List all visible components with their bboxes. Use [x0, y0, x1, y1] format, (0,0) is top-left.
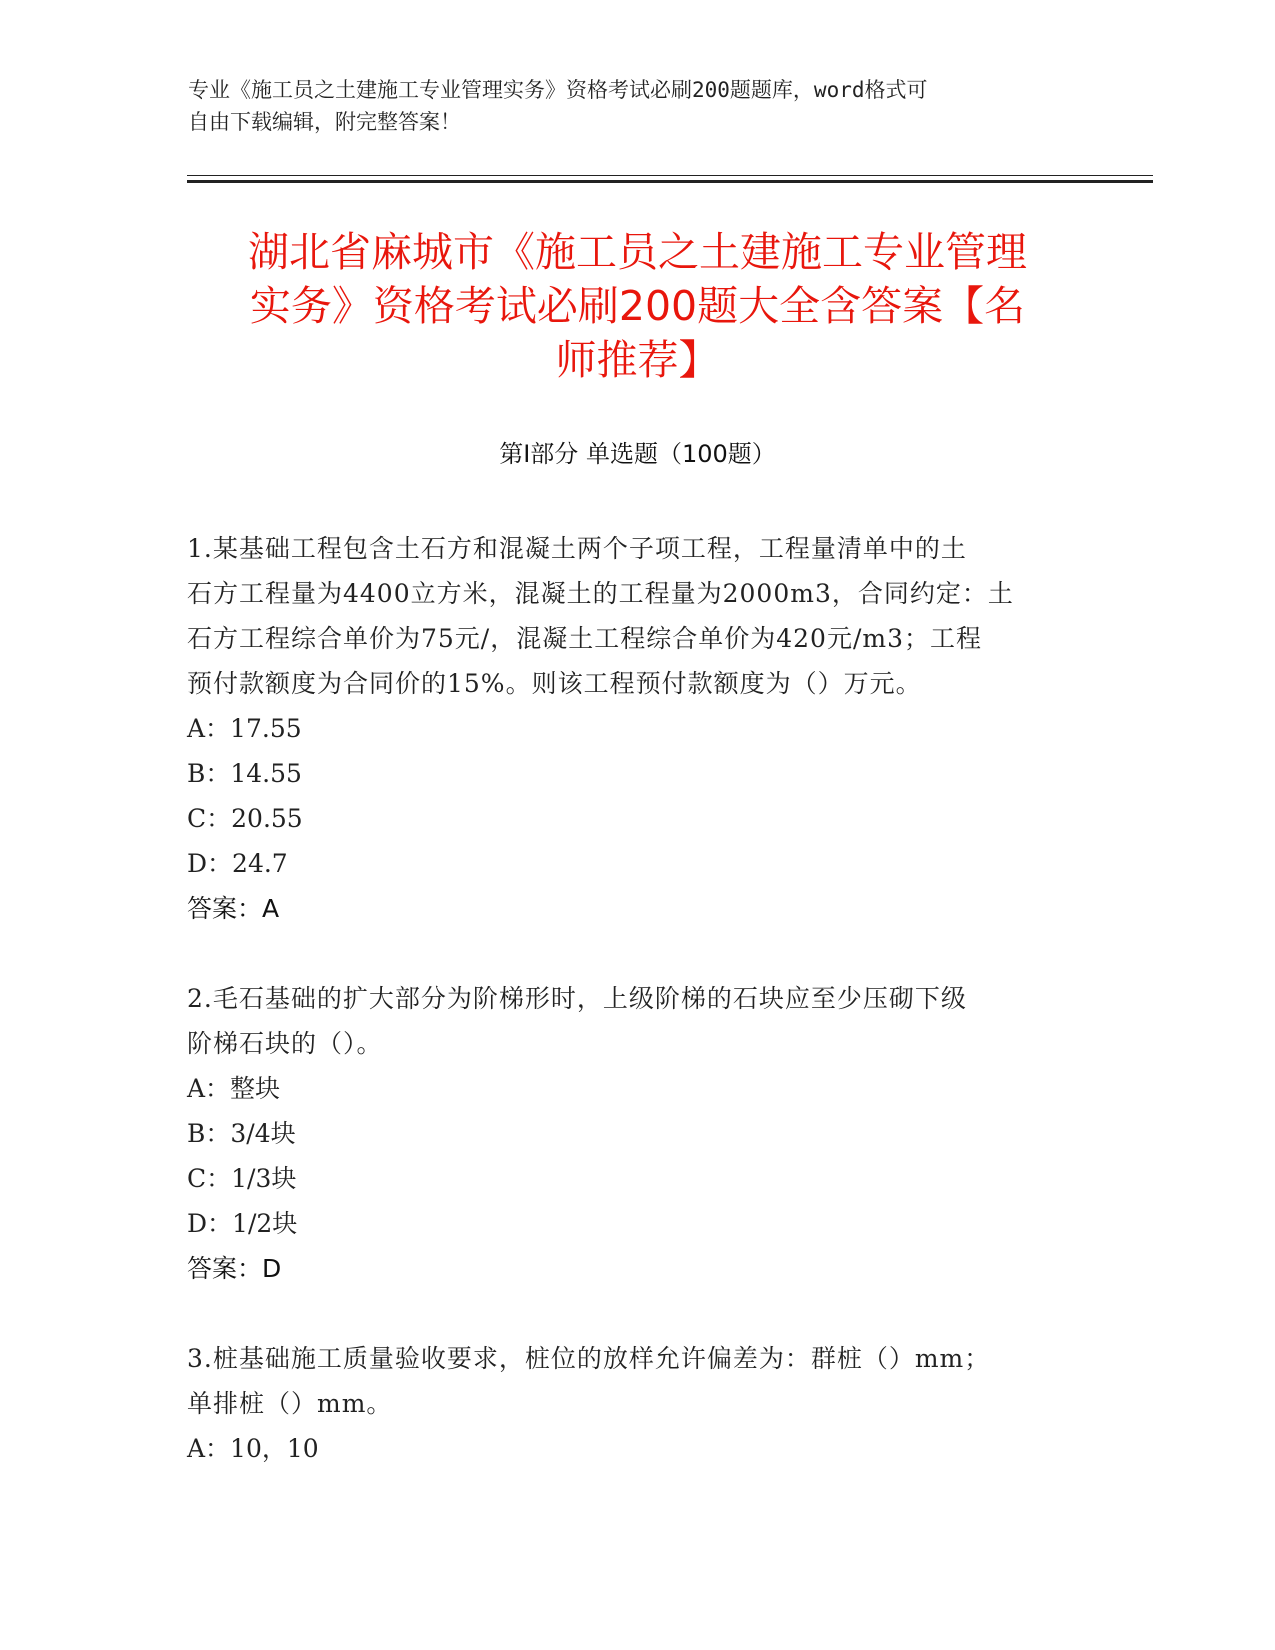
header-rule-thick [187, 180, 1153, 183]
answer: 答案：D [187, 1254, 282, 1283]
question-list [187, 526, 1087, 1471]
section-title: 第I部分 单选题（100题） [499, 440, 776, 468]
title-line: 实务》资格考试必刷200题大全含答案【名 [249, 282, 1026, 330]
option-c: C：1/3块 [187, 1164, 297, 1193]
question-stem: 2.毛石基础的扩大部分为阶梯形时，上级阶梯的石块应至少压砌下级 [187, 984, 967, 1013]
option-d: D：24.7 [187, 849, 288, 878]
question-1 [187, 526, 1087, 931]
question-stem: 阶梯石块的（）。 [187, 1029, 383, 1058]
question-stem: 1.某基础工程包含土石方和混凝土两个子项工程，工程量清单中的土 [187, 534, 967, 563]
option-b: B：14.55 [187, 759, 302, 788]
question-3 [187, 1336, 1087, 1471]
option-a: A：整块 [187, 1074, 281, 1103]
title-line: 湖北省麻城市《施工员之土建施工专业管理 [248, 228, 1027, 276]
option-a: A：10，10 [187, 1434, 319, 1463]
title-line: 师推荐】 [555, 336, 720, 384]
header-note [188, 74, 1088, 138]
option-b: B：3/4块 [187, 1119, 296, 1148]
question-2 [187, 976, 1087, 1291]
question-stem: 3.桩基础施工质量验收要求，桩位的放样允许偏差为：群桩（）mm； [187, 1344, 991, 1373]
question-stem: 石方工程量为4400立方米，混凝土的工程量为2000m3，合同约定：土 [187, 579, 1014, 608]
header-note-line: 自由下载编辑，附完整答案！ [188, 110, 461, 134]
question-stem: 预付款额度为合同价的15%。则该工程预付款额度为（）万元。 [187, 669, 922, 698]
question-spacer [187, 1291, 1087, 1336]
question-stem: 石方工程综合单价为75元/，混凝土工程综合单价为420元/m3；工程 [187, 624, 982, 653]
question-stem: 单排桩（）mm。 [187, 1389, 393, 1418]
option-c: C：20.55 [187, 804, 303, 833]
header-rule-thin [187, 175, 1153, 176]
header-note-line: 专业《施工员之土建施工专业管理实务》资格考试必刷200题题库，word格式可 [188, 78, 928, 102]
question-spacer [187, 931, 1087, 976]
option-a: A：17.55 [187, 714, 302, 743]
answer: 答案：A [187, 894, 280, 923]
document-title [180, 225, 1095, 387]
option-d: D：1/2块 [187, 1209, 298, 1238]
